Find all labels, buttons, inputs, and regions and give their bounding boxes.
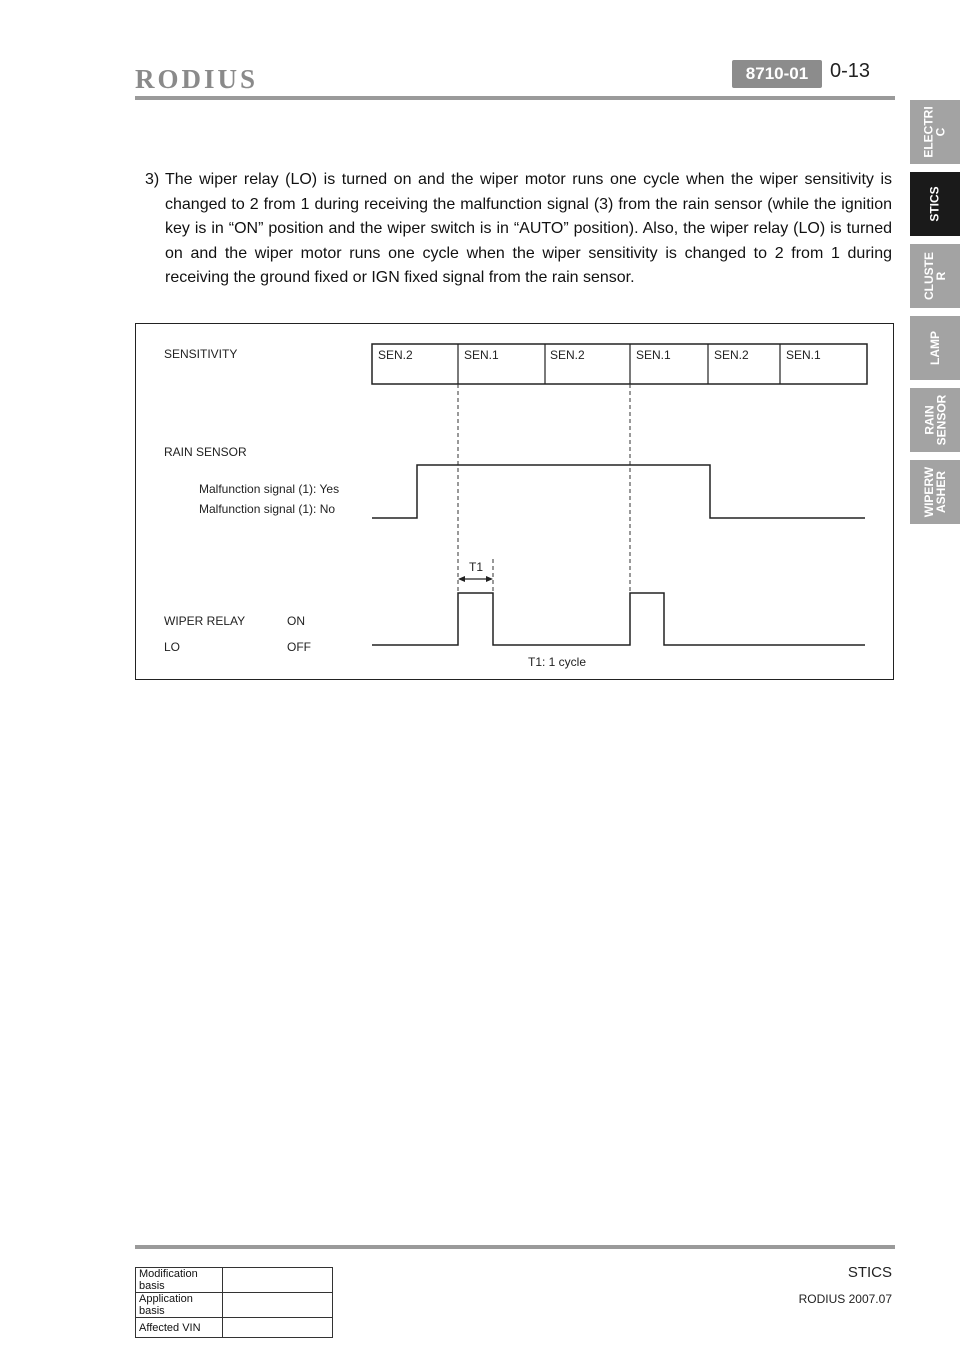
sensitivity-cell: SEN.2 <box>378 348 413 362</box>
off-label: OFF <box>287 640 311 654</box>
basis-label: Affected VIN <box>136 1318 223 1338</box>
side-tab-label: STICS <box>928 186 942 222</box>
brand-logo: RODIUS <box>135 64 259 94</box>
paragraph-number: 3) <box>145 171 160 188</box>
sensitivity-cell: SEN.1 <box>636 348 671 362</box>
side-tab-electric[interactable] <box>910 100 960 164</box>
side-tab-lamp[interactable] <box>910 316 960 380</box>
footer-divider <box>135 1245 895 1249</box>
side-tab-cluster[interactable] <box>910 244 960 308</box>
basis-label: Modification basis <box>136 1268 223 1293</box>
description-paragraph <box>140 168 892 291</box>
side-tab-label: RAIN SENSOR <box>922 394 948 446</box>
header-divider <box>135 96 895 100</box>
side-tab-stics[interactable] <box>910 172 960 236</box>
page-number: 0-13 <box>830 60 871 82</box>
basis-table <box>135 1267 333 1338</box>
table-row <box>136 1318 333 1338</box>
side-tab-label: WIPERW ASHER <box>922 466 949 518</box>
table-row <box>136 1293 333 1318</box>
basis-value <box>223 1268 333 1293</box>
sensitivity-cell: SEN.1 <box>464 348 499 362</box>
side-tab-label: LAMP <box>928 331 942 365</box>
footer-section: STICS <box>847 1264 892 1281</box>
sensitivity-cell: SEN.2 <box>714 348 749 362</box>
section-code-badge: 8710-01 <box>732 60 822 88</box>
basis-value <box>223 1293 333 1318</box>
side-tab-wiper-washer[interactable] <box>910 460 960 524</box>
wiper-relay-label: WIPER RELAY <box>164 614 246 628</box>
t1-note: T1: 1 cycle <box>528 655 587 669</box>
malfunction-no-label: Malfunction signal (1): No <box>199 502 336 516</box>
footer-model: RODIUS 2007.07 <box>798 1292 892 1306</box>
timing-diagram <box>135 323 894 680</box>
side-tab-label: CLUSTE R <box>922 252 948 300</box>
sensitivity-cell: SEN.2 <box>550 348 585 362</box>
t1-arrowhead-left <box>458 576 465 582</box>
on-label: ON <box>287 614 305 628</box>
rain-sensor-waveform <box>372 465 865 518</box>
t1-label: T1 <box>469 560 484 574</box>
side-tab-rain-sensor[interactable] <box>910 388 960 452</box>
side-tab-label: ELECTRI C <box>922 106 948 158</box>
rain-sensor-label: RAIN SENSOR <box>164 445 247 459</box>
sensitivity-label: SENSITIVITY <box>164 347 238 361</box>
wiper-relay-waveform <box>372 593 865 645</box>
paragraph-text: The wiper relay (LO) is turned on and the wiper motor runs one cycle when the wiper sensitivity is changed to 2 from 1 during receiving the malfunction signal (3) from the rain sensor (while the ignition key is in “ON” position and the wiper switch is in “AUTO” position). Also, the wiper relay (LO) is turned on and the wiper motor runs one cycle when the wiper sensitivity is changed to 2 from 1 during receiving the ground fixed or IGN fixed signal from the rain sensor. <box>165 171 892 286</box>
basis-value <box>223 1318 333 1338</box>
malfunction-yes-label: Malfunction signal (1): Yes <box>199 482 340 496</box>
sensitivity-cell: SEN.1 <box>786 348 821 362</box>
basis-label: Application basis <box>136 1293 223 1318</box>
table-row <box>136 1268 333 1293</box>
t1-arrowhead-right <box>486 576 493 582</box>
lo-label: LO <box>164 640 181 654</box>
